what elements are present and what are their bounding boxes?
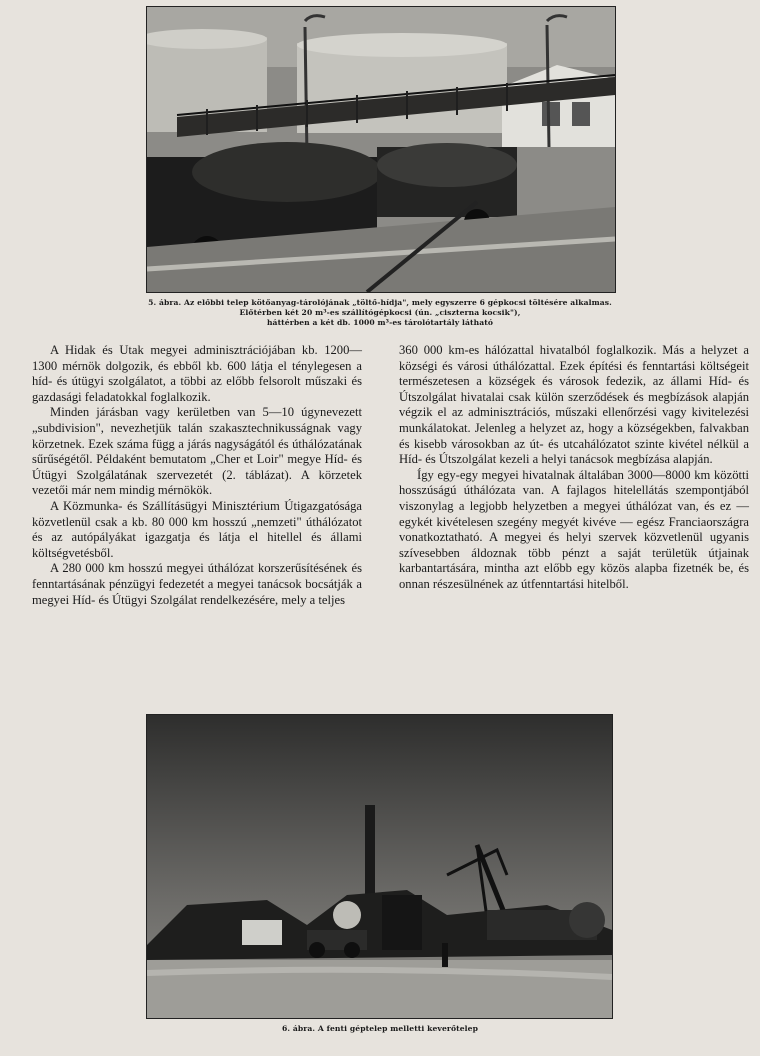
paragraph: A 280 000 km hosszú megyei úthálózat korszerűsítésének és fenntartásának pénzügyi fedezetét a megyei tanácsok bocsátják a megyei Híd- és Útügyi Szolgálat rendelkezésére, mely a teljes xyxy=(32,561,362,607)
paragraph: A Hidak és Utak megyei adminisztrációjában kb. 1200—1300 mérnök dolgozik, és ebből kb. 600 látja el ténylegesen a híd- és útügyi szolgálatot, a többi az előbb felsorolt műszaki és gazdasági feladatokkal foglalkozik. xyxy=(32,343,362,404)
figure-5-photo xyxy=(146,6,616,293)
paragraph: Minden járásban vagy kerületben van 5—10 úgynevezett „subdivision", nevezhetjük talán szakasztechnikusságnak vagy körzetnek. Ezek száma függ a járás nagyságától és úthálózatának sűrűségétől. Példaként bemutatom „Cher et Loir" megye Híd- és Útügyi Szolgálatának szervezetét (2. táblázat). A körzetek vezetői már nem mindig mérnökök. xyxy=(32,405,362,498)
paragraph: A Közmunka- és Szállításügyi Minisztérium Útigazgatósága közvetlenül csak a kb. 80 000 km hosszú „nemzeti" úthálózatot és az autópályákat igazgatja és látja el hitellel és állami költségvetésből. xyxy=(32,498,362,560)
figure-5-caption-line-2: Előtérben két 20 m³-es szállítógépkocsi (ún. „ciszterna kocsik"), xyxy=(239,308,521,317)
figure-6-photo xyxy=(146,714,613,1019)
figure-5-caption-line-3: háttérben a két db. 1000 m³-es tárolótartály látható xyxy=(266,318,494,327)
paragraph: Így egy-egy megyei hivatalnak általában 3000—8000 km közötti hosszúságú úthálózata van. A fajlagos hitelellátás szempontjából viszonylag a legjobb helyzetben a megyei úthálózat van, és ez — egykét kivételesen szegény megyét kivéve — egész Franciaországra vonatkoztatható. A megyei és helyi szervek közvetlenül ugyanis szívesebben áldoznak több pénzt a saját területük útjainak karbantartására, mintha azt előbb egy közös alapba fizetnék be, és onnan részesülnének az útfenntartási hitelből. xyxy=(399,467,749,591)
figure-5-caption-line-1: 5. ábra. Az előbbi telep kötőanyag-tárolójának „töltő-hídja", mely egyszerre 6 gépkocsi töltésére alkalmas. xyxy=(148,298,612,307)
paragraph: 360 000 km-es hálózattal hivatalból foglalkozik. Más a helyzet a községi és városi úthálózattal. Ezek építési és fenntartási költségeit természetesen a községek és városok fedezik, az állami Híd- és Útszolgálat hivatalai csak külön szerződések és megbízások alapján végzik el az adminisztrációs, műszaki ellenőrzési vagy kivitelezési munkálatokat. Jelenleg a helyzet az, hogy a községekben, falvakban és kisebb városokban az út- és utcahálózatot szinte kivétel nélkül a Híd- és Útszolgálat kezeli a helyi tanácsok megbízása alapján. xyxy=(399,343,749,467)
figure-6-caption: 6. ábra. A fenti géptelep melletti keverőtelep xyxy=(281,1024,479,1033)
right-text-column xyxy=(399,343,749,593)
left-text-column xyxy=(32,343,362,608)
figure-5-caption xyxy=(90,298,670,328)
